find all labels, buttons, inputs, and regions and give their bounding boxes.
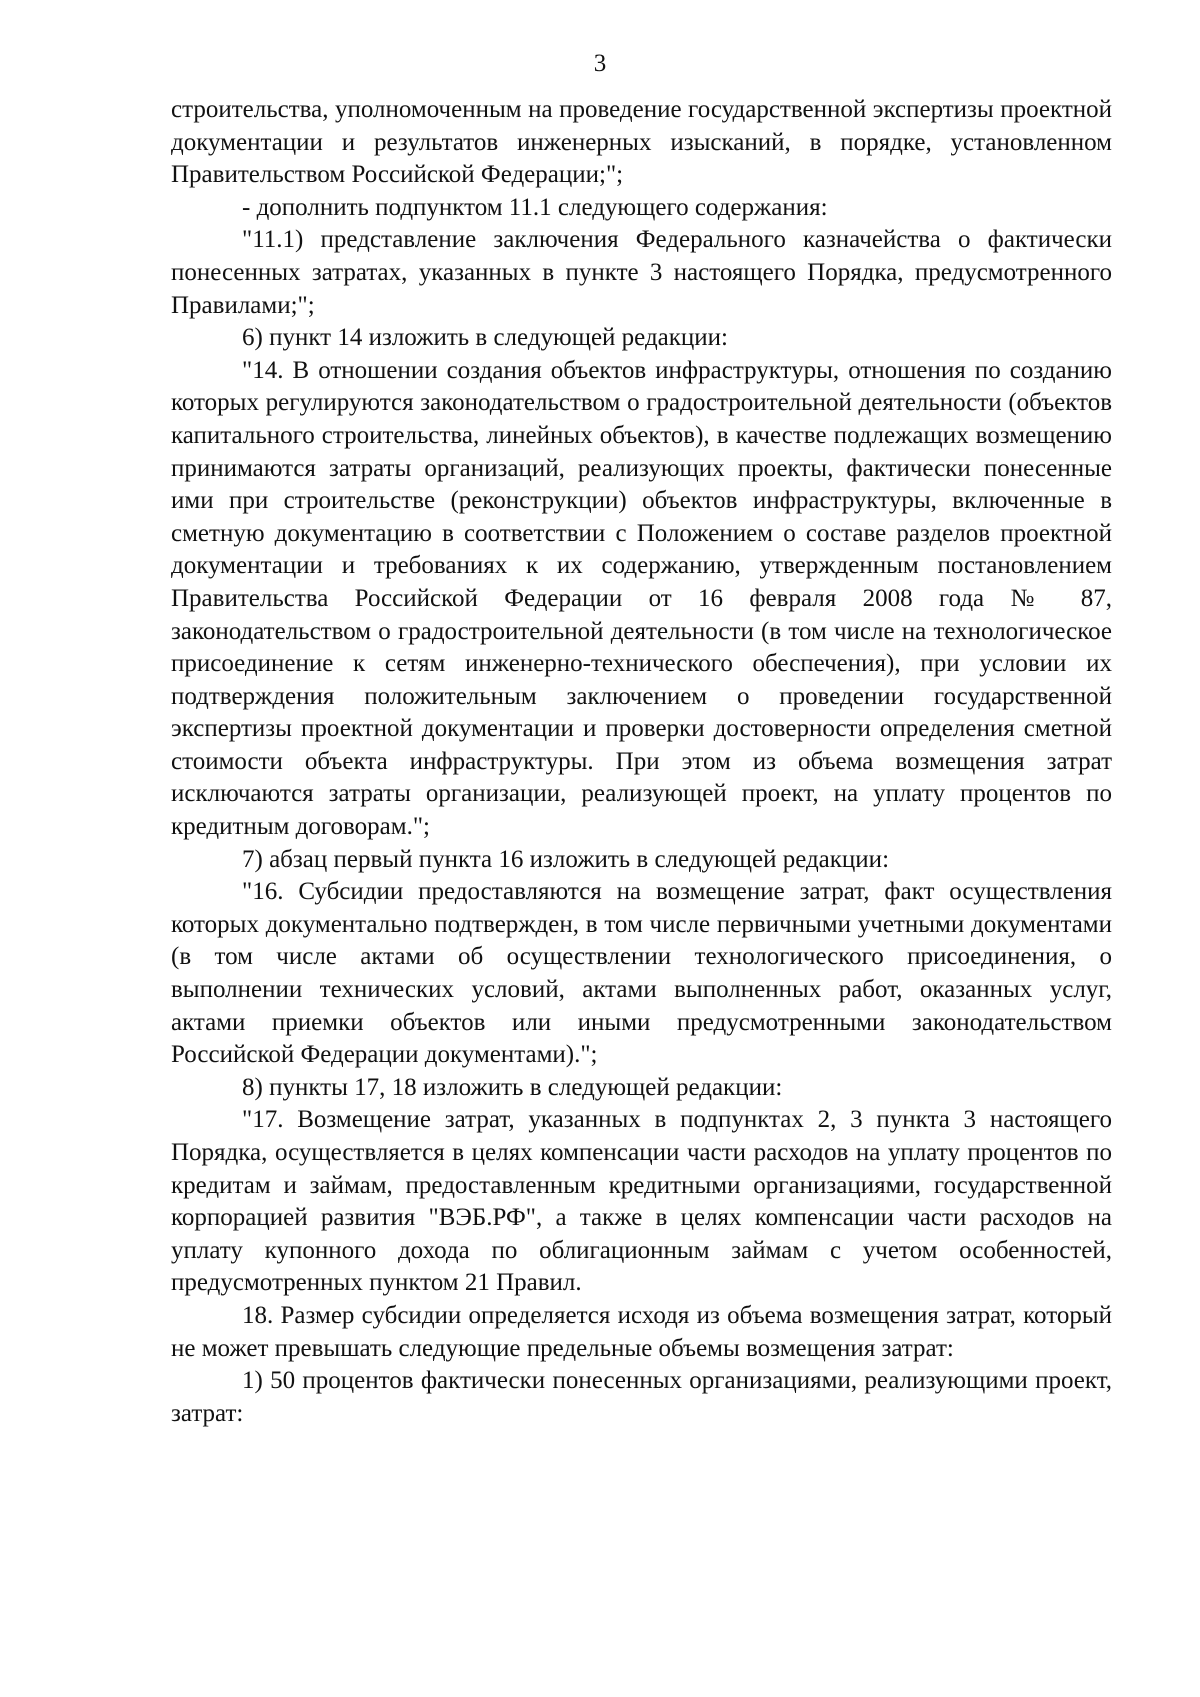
paragraph-item-8: 8) пункты 17, 18 изложить в следующей редакции:: [242, 1073, 783, 1101]
paragraph-point-14: "14. В отношении создания объектов инфраструктуры, отношения по созданию которых регулируются законодательством о градостроительной деятельности (объектов капитального строительства, линейных объектов), в качестве подлежащих возмещению принимаются затраты организаций, реализующих проекты, фактически понесенные ими при строительстве (реконструкции) объектов инфраструктуры, включенные в сметную документацию в соответствии с Положением о составе разделов проектной документации и требованиях к их содержанию, утвержденным постановлением Правительства Российской Федерации от 16 февраля 2008 года № 87, законодательством о градостроительной деятельности (в том числе на технологическое присоединение к сетям инженерно-технического обеспечения), при условии их подтверждения положительным заключением о проведении государственной экспертизы проектной документации и проверки достоверности определения сметной стоимости объекта инфраструктуры. При этом из объема возмещения затрат исключаются затраты организации, реализующей проект, на уплату процентов по кредитным договорам.";: [171, 356, 1112, 841]
paragraph-item-6: 6) пункт 14 изложить в следующей редакции:: [242, 324, 728, 352]
paragraph-subpoint-1: 1) 50 процентов фактически понесенных организациями, реализующими проект, затрат:: [171, 1367, 1112, 1427]
page-number: 3: [593, 50, 607, 77]
paragraph-item-add-subpoint: - дополнить подпунктом 11.1 следующего содержания:: [242, 193, 828, 221]
document-body: [171, 94, 1112, 1430]
paragraph-point-16: "16. Субсидии предоставляются на возмещение затрат, факт осуществления которых документально подтвержден, в том числе первичными учетными документами (в том числе актами об осуществлении технологического присоединения, о выполнении технических условий, актами выполненных работ, оказанных услуг, актами приемки объектов или иными предусмотренными законодательством Российской Федерации документами).";: [171, 878, 1112, 1069]
paragraph-continuation: строительства, уполномоченным на проведение государственной экспертизы проектной документации и результатов инженерных изысканий, в порядке, установленном Правительством Российской Федерации;";: [171, 96, 1112, 189]
paragraph-subpoint-11-1: "11.1) представление заключения Федерального казначейства о фактически понесенных затратах, указанных в пункте 3 настоящего Порядка, предусмотренного Правилами;";: [171, 226, 1112, 319]
paragraph-point-17: "17. Возмещение затрат, указанных в подпунктах 2, 3 пункта 3 настоящего Порядка, осуществляется в целях компенсации части расходов на уплату процентов по кредитам и займам, предоставленным кредитными организациями, государственной корпорацией развития "ВЭБ.РФ", а также в целях компенсации части расходов на уплату купонного дохода по облигационным займам с учетом особенностей, предусмотренных пунктом 21 Правил.: [171, 1106, 1112, 1297]
paragraph-point-18: 18. Размер субсидии определяется исходя из объема возмещения затрат, который не может превышать следующие предельные объемы возмещения затрат:: [171, 1301, 1112, 1362]
paragraph-item-7: 7) абзац первый пункта 16 изложить в следующей редакции:: [242, 845, 890, 873]
